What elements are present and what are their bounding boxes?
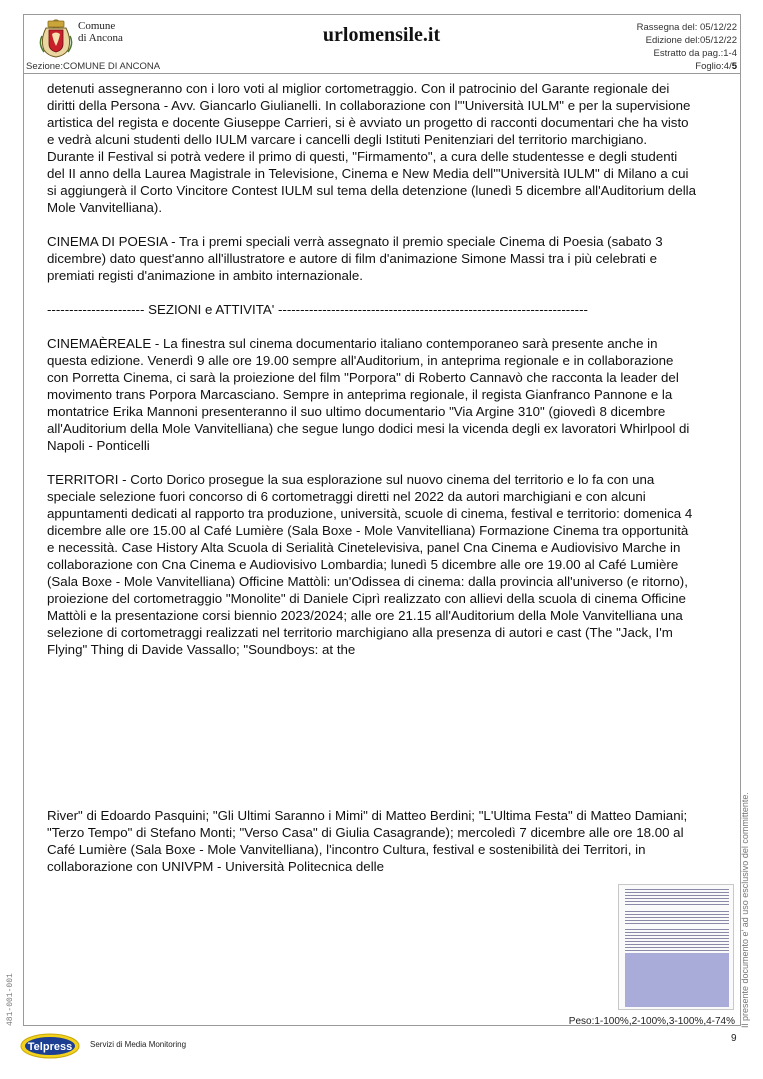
paragraph-cinemaereale: CINEMAÈREALE - La finestra sul cinema documentario italiano contemporaneo sarà presente anche in questa edizione. Venerdì 9 alle ore 19.00 sempre all'Auditorium, in anteprima regionale e in collaborazione con Porretta Cinema, ci sarà la proiezione del film "Porpora" di Roberto Cannavò che racconta la leader del movimento trans Porpora Marcasciano. Sempre in anteprima regionale, il regista Gianfranco Pannone e la montatrice Erika Mannoni presenteranno il suo ultimo documentario "Via Argine 310" (giovedì 8 dicembre all'Auditorium della Mole Vanvitelliana) che segue lungo dodici mesi la vicenda degli ex lavoratori Whirlpool di Napoli - Ponticelli (47, 336, 690, 453)
press-review-meta (637, 21, 737, 73)
usage-disclaimer: Il presente documento e' ad uso esclusivo del committente. (740, 792, 750, 1028)
article-continuation (47, 807, 697, 875)
thumbnail-text-lines (625, 889, 729, 907)
foglio-counter (637, 60, 737, 73)
section-label: Sezione:COMUNE DI ANCONA (26, 61, 161, 72)
services-label: Servizi di Media Monitoring (90, 1040, 187, 1049)
paragraph-territori: TERRITORI - Corto Dorico prosegue la sua esplorazione sul nuovo cinema del territorio e lo fa con una speciale selezione fuori concorso di 6 cortometraggi diretti nel 2022 da autori marchigiani e con alcuni appuntamenti dedicati al rapporto tra produzione, università, scuole di cinema, festival e territorio: domenica 4 dicembre alle ore 15.00 al Café Lumière (Sala Boxe - Mole Vanvitelliana) Formazione Cinema tra opportunità e necessità. Case History Alta Scuola di Serialità Cinetelevisiva, panel Cna Cinema e Audiovisivo Marche in collaborazione con Cna Cinema e Audiovisivo Lombardia; lunedì 5 dicembre alle ore 19.00 al Café Lumière (Sala Boxe - Mole Vanvitelliana) Officine Mattòli: un'Odissea di cinema: dalla provincia all'universo (e ritorno), proiezione del cortometraggio "Monolite" di Daniele Ciprì realizzato con allievi della scuola di cinema Officine Mattòli e la presentazione corsi biennio 2023/2024; alle ore 21.15 all'Auditorium della Mole Vanvitelliana una selezione di cortometraggi realizzati nel territorio marchigiano alla presenza di autori e cast (The "Jack, I'm Flying" Thing di Davide Vassallo; "Soundboys: at the (47, 472, 693, 657)
document-code: 481-001-001 (6, 973, 15, 1026)
thumbnail-text-lines (625, 929, 729, 951)
paragraph-continuation: River" di Edoardo Pasquini; "Gli Ultimi Saranno i Mimi" di Matteo Berdini; "L'Ultima Festa" di Matteo Damiani; "Terzo Tempo" di Stefano Monti; "Verso Casa" di Giulia Casagrande); mercoledì 7 dicembre alle ore 18.00 al Café Lumière (Sala Boxe - Mole Vanvitelliana), l'incontro Cultura, festival e sostenibilità dei Territori, in collaborazione con UNIVPM - Università Politecnica delle (47, 808, 688, 874)
foglio-total: 5 (731, 61, 737, 72)
page-thumbnail (618, 884, 734, 1010)
page-number: 9 (731, 1033, 737, 1044)
telpress-logo-text: Telpress (27, 1041, 73, 1053)
comune-line-2: di Ancona (78, 32, 123, 44)
rassegna-date: Rassegna del: 05/12/22 (636, 22, 737, 33)
thumbnail-highlight (625, 953, 729, 1007)
telpress-logo (20, 1031, 80, 1059)
paragraph-detenuti: detenuti assegneranno con i loro voti al miglior cortometraggio. Con il patrocinio del Garante regionale dei diritti della Persona - Avv. Giancarlo Giulianelli. In collaborazione con l'"Università IULM" e per la supervisione artistica del regista e docente Giuseppe Carrieri, si è avviato un progetto di racconti documentari che ha visto e vedrà alcuni studenti dello IULM varcare i cancelli degli Istituti Penitenziari del territorio marchigiano. Durante il Festival si potrà vedere il primo di questi, "Firmamento", a cura delle studentesse e degli studenti del II anno della Laurea Magistrale in Televisione, Cinema e New Media dell'"Università IULM" di Milano a cui si aggiungerà il Corto Vincitore Contest IULM sul tema della detenzione (lunedì 5 dicembre all'Auditorium della Mole Vanvitelliana). (47, 81, 697, 215)
header-separator (23, 73, 741, 74)
paragraph-cinema-di-poesia: CINEMA DI POESIA - Tra i premi speciali verrà assegnato il premio speciale Cinema di Poesia (sabato 3 dicembre) dato quest'anno all'illustratore e autore di film d'animazione Simone Massi tra i più celebrati e premiati registi d'animazione in ambito internazionale. (47, 234, 663, 283)
masthead-title: urlomensile.it (322, 24, 441, 46)
estratto-pages: Estratto da pag.:1-4 (653, 48, 737, 59)
article-body (47, 80, 697, 658)
section-divider-sezioni: ---------------------- SEZIONI e ATTIVITA' ---------------------------------------------------------------------- (47, 302, 588, 317)
comune-line-1: Comune (78, 20, 116, 32)
peso-label: Peso:1-100%,2-100%,3-100%,4-74% (568, 1016, 735, 1027)
foglio-prefix: Foglio:4/ (695, 61, 732, 72)
thumbnail-text-lines (625, 911, 729, 925)
edizione-date: Edizione del:05/12/22 (645, 35, 737, 46)
